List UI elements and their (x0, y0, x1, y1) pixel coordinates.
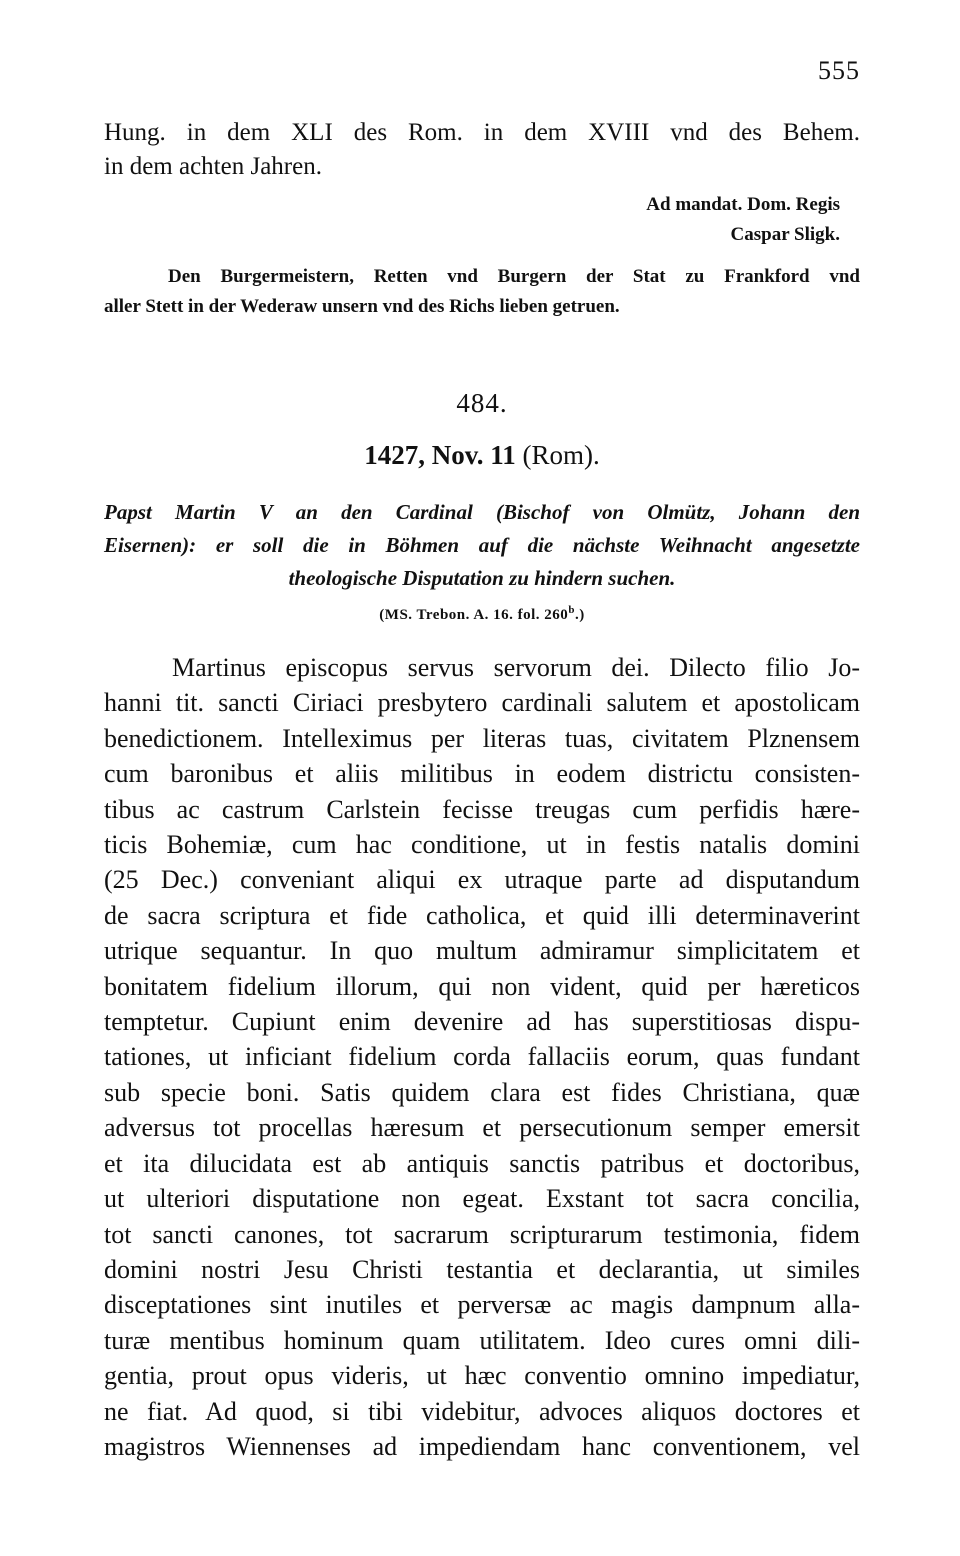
address-line: Den Burgermeistern, Retten vnd Burgern der Stat zu Frankford vnd (168, 266, 860, 287)
signature-line: Ad mandat. Dom. Regis (646, 194, 840, 215)
document-date-place: (Rom). (522, 440, 600, 470)
address-block (104, 262, 860, 322)
body-line: ticis Bohemiæ, cum hac conditione, ut in festis natalis domini (104, 830, 860, 860)
source-superscript: b (568, 604, 575, 616)
regest-line: Papst Martin V an den Cardinal (Bischof von Olmütz, Johann den (104, 500, 860, 524)
body-line: tationes, ut inficiant fidelium corda fallaciis eorum, quas fundant (104, 1042, 860, 1072)
signature-line: Caspar Sligk. (730, 224, 840, 245)
body-line: (25 Dec.) conveniant aliqui ex utraque parte ad disputandum (104, 865, 860, 895)
document-page (104, 0, 860, 1556)
body-line: bonitatem fidelium illorum, qui non vident, quid per hæreticos (104, 971, 860, 1001)
body-line: magistros Wiennenses ad impediendam hanc conventionem, vel (104, 1431, 860, 1461)
regest-line: theologische Disputation zu hindern suchen. (288, 566, 676, 590)
body-line: Martinus episcopus servus servorum dei. Dilecto filio Jo- (172, 653, 860, 682)
body-line: gentia, prout opus videris, ut hæc conventio omnino impediatur, (104, 1361, 860, 1391)
previous-document-ending (104, 116, 860, 184)
body-line: turæ mentibus hominum quam utilitatem. Ideo cures omni dili- (104, 1325, 860, 1355)
address-line: aller Stett in der Wederaw unsern vnd des Richs lieben getruen. (104, 296, 620, 317)
document-number: 484. (456, 388, 508, 418)
body-line: temptetur. Cupiunt enim devenire ad has superstitiosas dispu- (104, 1007, 860, 1037)
source-citation (104, 604, 860, 624)
source-text: (MS. Trebon. A. 16. fol. 260 (379, 607, 569, 623)
body-line: et ita dilucidata est ab antiquis sanctis patribus et doctoribus, (104, 1148, 860, 1178)
letter-body (104, 650, 860, 1464)
body-line: de sacra scriptura et fide catholica, et quid illi determinaverint (104, 900, 860, 930)
body-line: tibus ac castrum Carlstein fecisse treugas cum perfidis hære- (104, 794, 860, 824)
signature-block (646, 190, 840, 250)
document-date (104, 440, 860, 471)
text-line: Hung. in dem XLI des Rom. in dem XVIII vnd des Behem. (104, 119, 860, 146)
body-line: ut ulteriori disputatione non egeat. Exstant tot sacra concilia, (104, 1184, 860, 1214)
document-date-bold: 1427, Nov. 11 (364, 440, 516, 470)
body-line: hanni tit. sancti Ciriaci presbytero cardinali salutem et apostolicam (104, 688, 860, 718)
body-line: cum baronibus et aliis militibus in eodem districtu consisten- (104, 759, 860, 789)
page-number: 555 (818, 56, 860, 85)
body-line: adversus tot procellas hæresum et persecutionum semper emersit (104, 1113, 860, 1143)
body-line: domini nostri Jesu Christi testantia et declarantia, ut similes (104, 1254, 860, 1284)
body-line: utrique sequantur. In quo multum admiramur simplicitatem et (104, 936, 860, 966)
body-line: benedictionem. Intelleximus per literas tuas, civitatem Plznensem (104, 723, 860, 753)
regest-summary (104, 496, 860, 595)
body-line: sub specie boni. Satis quidem clara est fides Christiana, quæ (104, 1077, 860, 1107)
regest-line: Eisernen): er soll die in Böhmen auf die nächste Weihnacht angesetzte (104, 533, 860, 557)
body-line: disceptationes sint inutiles et perversæ ac magis dampnum alla- (104, 1290, 860, 1320)
body-line: tot sancti canones, tot sacrarum scripturarum testimonia, fidem (104, 1219, 860, 1249)
body-line: ne fiat. Ad quod, si tibi videbitur, advoces aliquos doctores et (104, 1396, 860, 1426)
source-end: .) (574, 607, 585, 623)
text-line: in dem achten Jahren. (104, 153, 322, 180)
